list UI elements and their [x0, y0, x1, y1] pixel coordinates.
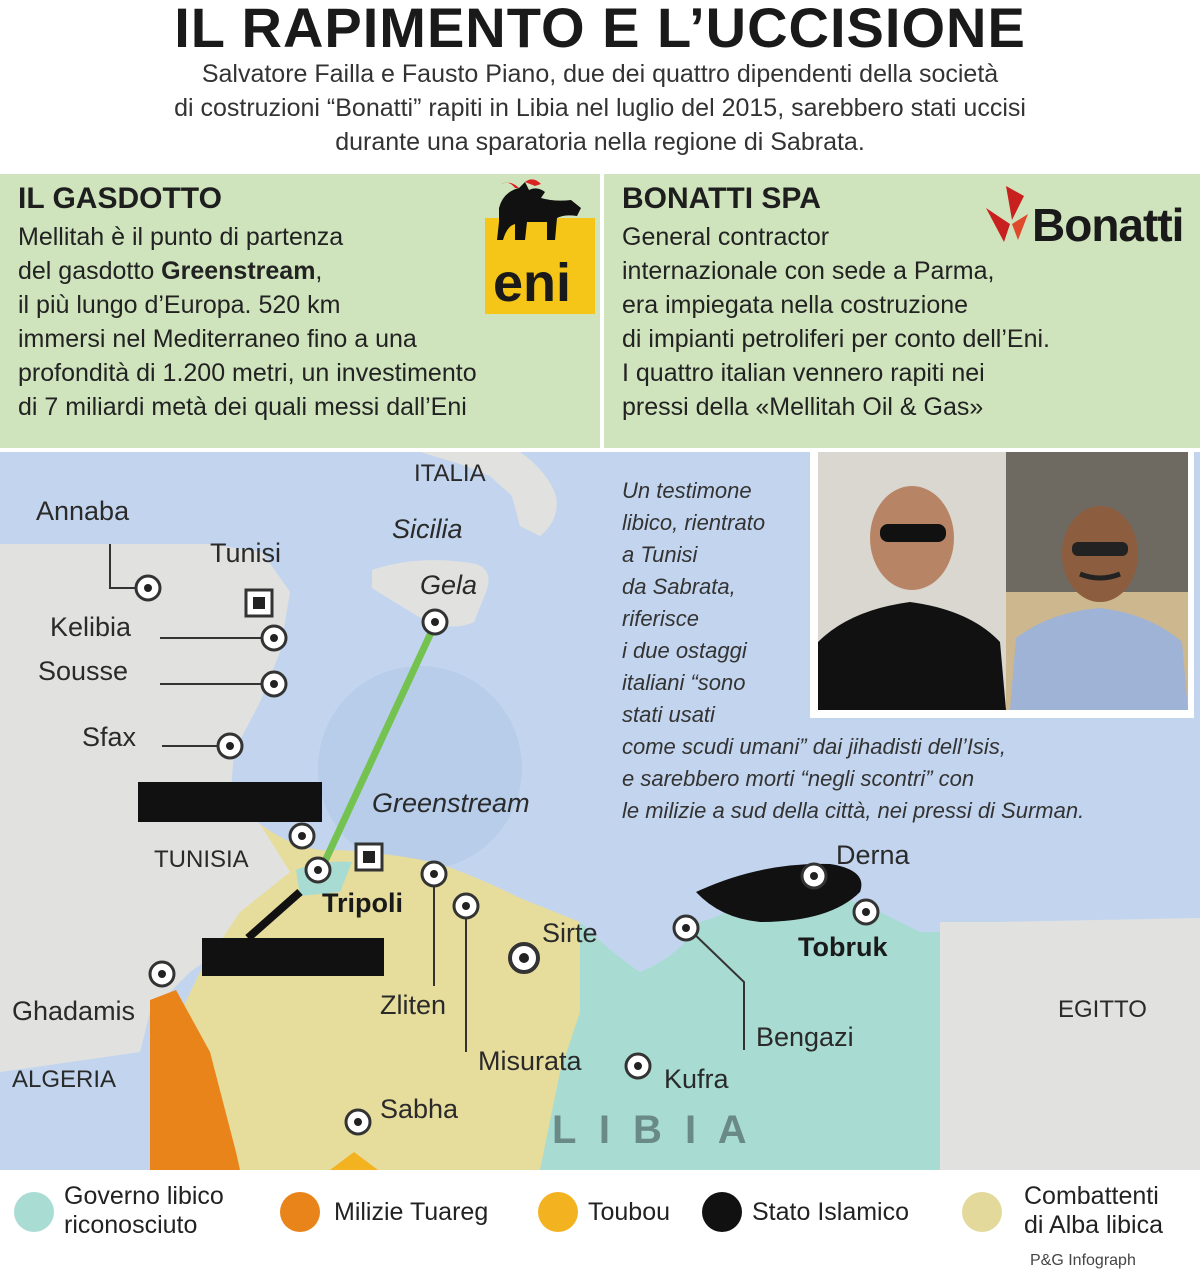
bonatti-line-4: di impianti petroliferi per conto dell’Eni. [622, 325, 1050, 353]
city-marker [346, 1110, 370, 1134]
greenstream-bold: Greenstream [161, 257, 316, 285]
gasdotto-line-2 [18, 254, 322, 288]
testimony-line-6: i due ostaggi [622, 638, 747, 663]
legend-label-alba-2: di Alba libica [1024, 1211, 1163, 1239]
label-italia: ITALIA [414, 460, 486, 487]
city-marker [854, 900, 878, 924]
city-marker [510, 944, 538, 972]
label-greenstream: Greenstream [372, 788, 530, 818]
testimony-line-5: riferisce [622, 606, 700, 631]
city-marker [674, 916, 698, 940]
label-sabha: Sabha [380, 1094, 459, 1124]
legend-swatch-tuareg [280, 1192, 320, 1232]
city-marker [136, 576, 160, 600]
bonatti-line-5: I quattro italian vennero rapiti nei [622, 359, 985, 387]
bonatti-mark-icon [982, 184, 1032, 244]
testimony-line-2: libico, rientrato [622, 510, 766, 535]
label-kelibia: Kelibia [50, 612, 132, 642]
city-marker [218, 734, 242, 758]
legend-label-isis: Stato Islamico [752, 1198, 910, 1226]
bonatti-line-2: internazionale con sede a Parma, [622, 257, 995, 285]
bonatti-line-1: General contractor [622, 223, 830, 251]
label-sousse: Sousse [38, 656, 129, 686]
city-marker [454, 894, 478, 918]
label-gela: Gela [420, 570, 478, 600]
city-marker [262, 626, 286, 650]
capital-marker [246, 590, 272, 616]
label-bengazi: Bengazi [756, 1022, 854, 1052]
testimony-line-9: come scudi umani” dai jihadisti dell’Isis, [622, 734, 1006, 759]
label-tobruk: Tobruk [798, 932, 888, 962]
legend-label-governo-1: Governo libico [64, 1182, 224, 1210]
label-tripoli: Tripoli [322, 888, 403, 918]
label-sirte: Sirte [542, 918, 598, 948]
legend-swatch-governo [14, 1192, 54, 1232]
label-sfax: Sfax [82, 722, 137, 752]
testimony-line-7: italiani “sono [622, 670, 746, 695]
subtitle-line-1: Salvatore Failla e Fausto Piano, due dei quattro dipendenti della società [201, 60, 999, 88]
city-marker [423, 610, 447, 634]
gasdotto-line-2-text: del gasdotto [18, 257, 162, 285]
legend-swatch-toubou [538, 1192, 578, 1232]
label-algeria: ALGERIA [12, 1066, 117, 1093]
credit: P&G Infograph [1030, 1252, 1136, 1269]
subtitle-line-3: durante una sparatoria nella regione di Sabrata. [335, 128, 865, 156]
testimony-line-11: le milizie a sud della città, nei pressi di Surman. [622, 798, 1085, 823]
label-annaba: Annaba [36, 496, 130, 526]
gasdotto-line-1: Mellitah è il punto di partenza [18, 223, 344, 251]
testimony-line-1: Un testimone [622, 478, 752, 503]
gasdotto-line-2-suffix: , [315, 257, 323, 285]
subtitle-line-2: di costruzioni “Bonatti” rapiti in Libia nel luglio del 2015, sarebbero stati uccisi [174, 94, 1026, 122]
bonatti-panel [604, 174, 1200, 448]
label-tunisia: TUNISIA [154, 846, 249, 873]
testimony-line-8: stati usati [622, 702, 715, 727]
legend-swatch-alba [962, 1192, 1002, 1232]
legend-swatch-isis [702, 1192, 742, 1232]
city-marker [262, 672, 286, 696]
gasdotto-line-6: di 7 miliardi metà dei quali messi dall’Eni [18, 393, 467, 421]
city-marker [150, 962, 174, 986]
city-marker [422, 862, 446, 886]
city-marker [802, 864, 826, 888]
gasdotto-line-5: profondità di 1.200 metri, un investimento [18, 359, 477, 387]
label-tunisi: Tunisi [210, 538, 282, 568]
gasdotto-line-4: immersi nel Mediterraneo fino a una [18, 325, 417, 353]
label-zliten: Zliten [380, 990, 447, 1020]
testimony-line-3: a Tunisi [622, 542, 698, 567]
bonatti-line-6: pressi della «Mellitah Oil & Gas» [622, 393, 984, 421]
gasdotto-line-3: il più lungo d’Europa. 520 km [18, 291, 341, 319]
bonatti-heading: BONATTI SPA [622, 182, 821, 215]
bonatti-logo-text: Bonatti [1032, 199, 1184, 251]
hostages-photo-image [810, 452, 1194, 718]
label-sicilia: Sicilia [392, 514, 463, 544]
gasdotto-panel [0, 174, 600, 448]
eni-logo [485, 178, 595, 314]
map-area [0, 452, 1200, 1170]
label-ghadamis: Ghadamis [12, 996, 136, 1026]
legend-label-tuareg: Milizie Tuareg [334, 1198, 489, 1226]
city-marker [306, 858, 330, 882]
legend-label-toubou: Toubou [588, 1198, 671, 1226]
testimony-line-4: da Sabrata, [622, 574, 736, 599]
bonatti-line-3: era impiegata nella costruzione [622, 291, 969, 319]
bonatti-logo [982, 184, 1196, 254]
gasdotto-heading: IL GASDOTTO [18, 182, 222, 215]
testimony-line-10: e sarebbero morti “negli scontri” con [622, 766, 975, 791]
city-marker [290, 824, 314, 848]
hostages-photo [810, 452, 1194, 718]
legend-label-governo-2: riconosciuto [64, 1211, 198, 1239]
legend-label-alba-1: Combattenti [1024, 1182, 1159, 1210]
label-libia: L I B I A [552, 1108, 753, 1152]
label-derna: Derna [836, 840, 910, 870]
eni-logo-text: eni [493, 253, 572, 313]
label-kufra: Kufra [664, 1064, 729, 1094]
page-title: IL RAPIMENTO E L’UCCISIONE [174, 0, 1026, 59]
label-misurata: Misurata [478, 1046, 582, 1076]
city-marker [626, 1054, 650, 1078]
label-egitto: EGITTO [1058, 996, 1147, 1023]
capital-marker [356, 844, 382, 870]
